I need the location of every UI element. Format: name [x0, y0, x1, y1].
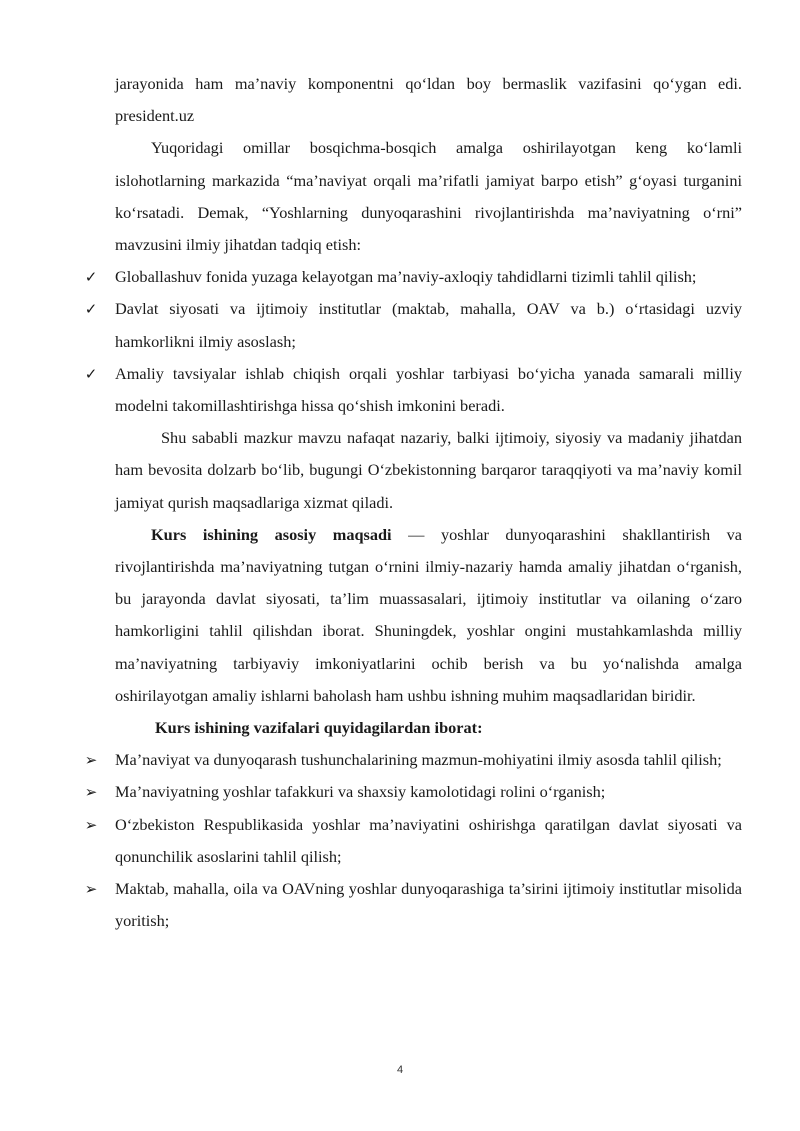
task-list-item — [84, 873, 742, 937]
task-list-item — [84, 809, 742, 873]
intro-paragraph: Yuqoridagi omillar bosqichma-bosqich amalga oshirilayotgan keng ko‘lamli islohotlarning markazida “ma’naviyat orqali ma’rifatli jamiyat barpo etish” g‘oyasi turganini ko‘rsatadi. Demak, “Yoshlarning dunyoqarashini rivojlantirishda ma’naviyatning o‘rni” mavzusini ilmiy jihatdan tadqiq etish: — [115, 138, 742, 255]
task-list-item-text: Ma’naviyat va dunyoqarash tushunchalarining mazmun-mohiyatini ilmiy asosda tahlil qilish; — [115, 750, 722, 770]
check-list-item — [84, 358, 742, 422]
goal-paragraph — [115, 519, 742, 712]
page-number: 4 — [396, 1064, 404, 1076]
checkmark-icon: ✓ — [84, 300, 98, 319]
arrow-bullet-icon: ➢ — [84, 751, 98, 770]
task-list-item-text: Ma’naviyatning yoshlar tafakkuri va shaxsiy kamolotidagi rolini o‘rganish; — [115, 782, 606, 802]
task-list-item — [84, 776, 742, 808]
goal-text: — yoshlar dunyoqarashini shakllantirish va rivojlantirishda ma’naviyatning tutgan o‘rnini ilmiy-nazariy hamda amaliy jihatdan o‘rganish, bu jarayonda davlat siyosati, ta’lim muassasalari, ijtimoiy institutlar va oilaning o‘zaro hamkorligini tahlil qilishdan iborat. Shuningdek, yoshlar ongini mustahkamlashda milliy ma’naviyatning tarbiyaviy imkoniyatlarini ochib berish va bu yo‘nalishda amalga oshirilayotgan amaliy ishlarni baholash ham ushbu ishning muhim maqsadlaridan biridir. — [115, 524, 742, 705]
checkmark-icon: ✓ — [84, 364, 98, 383]
check-list — [84, 261, 742, 422]
arrow-bullet-icon: ➢ — [84, 783, 98, 802]
check-list-item-text: Davlat siyosati va ijtimoiy institutlar (maktab, mahalla, OAV va b.) o‘rtasidagi uzviy hamkorlikni ilmiy asoslash; — [115, 299, 742, 351]
continuation-paragraph: jarayonida ham ma’naviy komponentni qo‘ldan boy bermaslik vazifasini qo‘ygan edi. president.uz — [115, 74, 742, 126]
task-list-item-text: O‘zbekiston Respublikasida yoshlar ma’naviyatini oshirishga qaratilgan davlat siyosati va qonunchilik asoslarini tahlil qilish; — [115, 814, 742, 866]
task-list-item-text: Maktab, mahalla, oila va OAVning yoshlar dunyoqarashiga ta’sirini ijtimoiy institutlar misolida yoritish; — [115, 879, 742, 931]
checkmark-icon: ✓ — [84, 268, 98, 287]
check-list-item — [84, 293, 742, 357]
check-list-item-text: Amaliy tavsiyalar ishlab chiqish orqali yoshlar tarbiyasi bo‘yicha yanada samarali milliy modelni takomillashtirishga hissa qo‘shish imkonini beradi. — [115, 363, 742, 416]
relevance-paragraph: Shu sababli mazkur mavzu nafaqat nazariy, balki ijtimoiy, siyosiy va madaniy jihatdan ham bevosita dolzarb bo‘lib, bugungi O‘zbekistonning barqaror taraqqiyoti va ma’naviy komil jamiyat qurish maqsadlariga xizmat qiladi. — [115, 428, 742, 512]
page-content — [84, 68, 742, 937]
check-list-item-text: Globallashuv fonida yuzaga kelayotgan ma’naviy-axloqiy tahdidlarni tizimli tahlil qilish; — [115, 267, 697, 287]
check-list-item — [84, 261, 742, 293]
task-list — [84, 744, 742, 937]
goal-label: Kurs ishining asosiy maqsadi — [151, 524, 392, 544]
tasks-heading: Kurs ishining vazifalari quyidagilardan iborat: — [155, 718, 483, 738]
arrow-bullet-icon: ➢ — [84, 880, 98, 899]
arrow-bullet-icon: ➢ — [84, 815, 98, 834]
task-list-item — [84, 744, 742, 776]
